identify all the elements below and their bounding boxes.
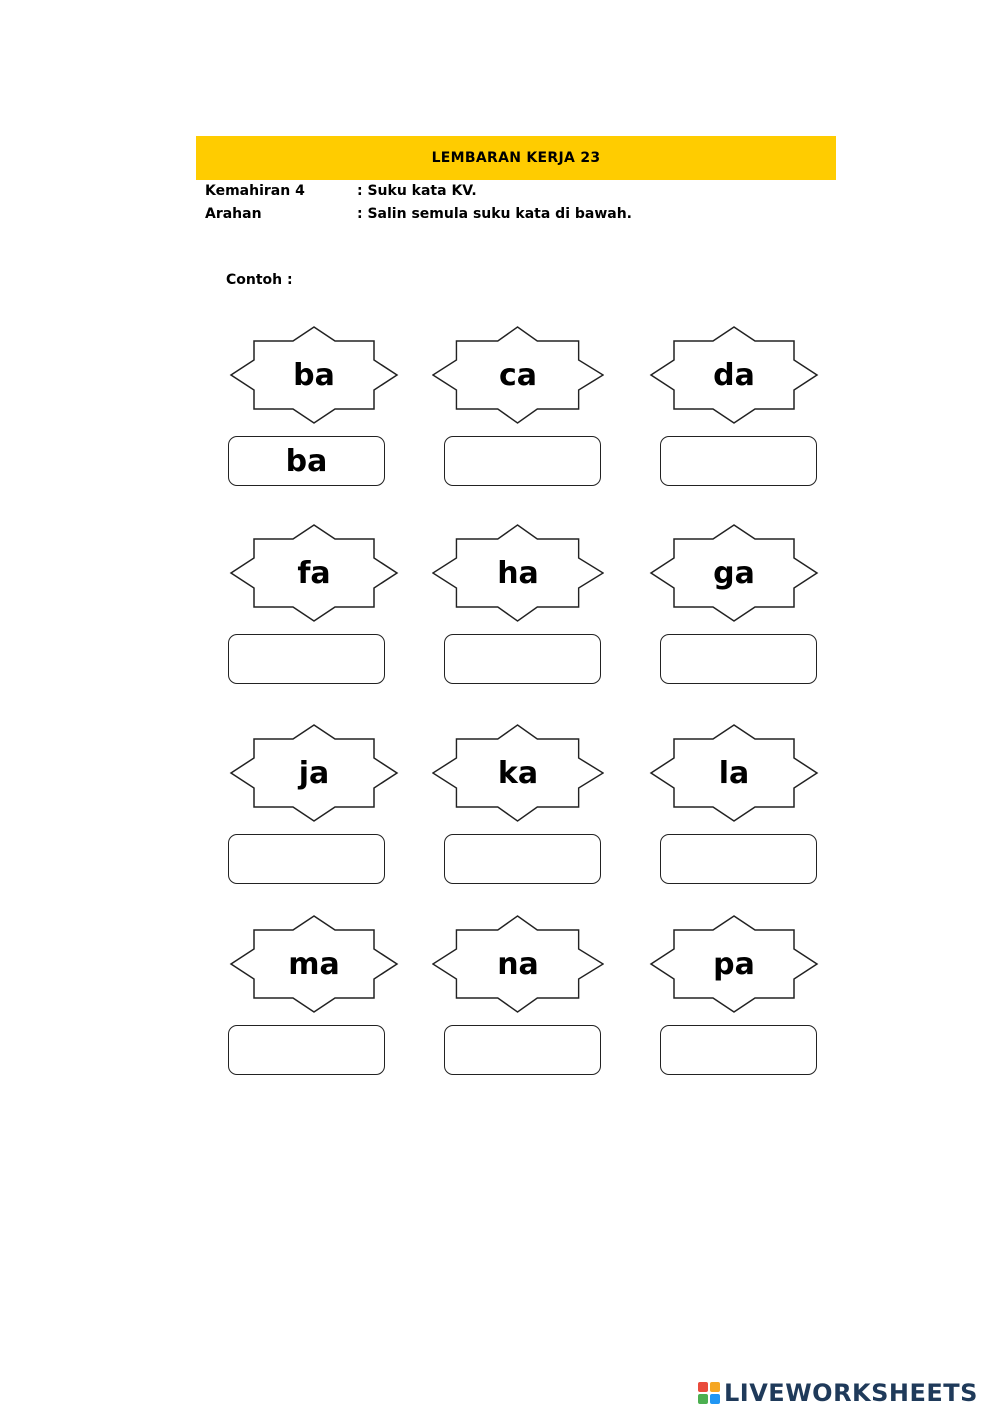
syllable-cell bbox=[648, 326, 820, 496]
logo-block bbox=[710, 1382, 720, 1392]
syllable-cell bbox=[432, 326, 604, 496]
syllable-text: pa bbox=[713, 946, 755, 982]
syllable-text: ka bbox=[497, 755, 539, 791]
syllable-cell bbox=[432, 915, 604, 1085]
answer-box[interactable]: ba bbox=[228, 436, 385, 486]
answer-box[interactable] bbox=[660, 634, 817, 684]
example-label: Contoh : bbox=[226, 272, 293, 288]
syllable-cell bbox=[648, 524, 820, 694]
syllable-cell bbox=[432, 524, 604, 694]
syllable-cell bbox=[228, 724, 400, 894]
answer-box[interactable] bbox=[444, 1025, 601, 1075]
syllable-text: fa bbox=[297, 555, 331, 591]
skill-value: : Suku kata KV. bbox=[357, 183, 477, 199]
answer-box[interactable] bbox=[444, 834, 601, 884]
syllable-text: ja bbox=[298, 755, 330, 791]
syllable-cell bbox=[228, 915, 400, 1085]
answer-box[interactable] bbox=[444, 634, 601, 684]
skill-label: Kemahiran 4 bbox=[205, 183, 305, 199]
logo-block bbox=[698, 1394, 708, 1404]
syllable-text: na bbox=[497, 946, 539, 982]
instruction-value: : Salin semula suku kata di bawah. bbox=[357, 206, 632, 222]
answer-box[interactable] bbox=[660, 834, 817, 884]
answer-box[interactable] bbox=[660, 1025, 817, 1075]
syllable-text: ma bbox=[288, 946, 340, 982]
answer-box[interactable] bbox=[660, 436, 817, 486]
logo-blocks-icon bbox=[698, 1382, 720, 1404]
syllable-text: ca bbox=[498, 357, 538, 393]
logo-block bbox=[698, 1382, 708, 1392]
syllable-text: la bbox=[718, 755, 750, 791]
answer-box[interactable] bbox=[228, 1025, 385, 1075]
syllable-text: ha bbox=[497, 555, 539, 591]
worksheet-title: LEMBARAN KERJA 23 bbox=[431, 150, 601, 166]
syllable-cell bbox=[648, 915, 820, 1085]
answer-box[interactable] bbox=[444, 436, 601, 486]
syllable-cell bbox=[228, 524, 400, 694]
syllable-cell bbox=[432, 724, 604, 894]
liveworksheets-logo[interactable] bbox=[698, 1378, 978, 1408]
instruction-label: Arahan bbox=[205, 206, 262, 222]
logo-block bbox=[710, 1394, 720, 1404]
brand-name: LIVEWORKSHEETS bbox=[724, 1379, 978, 1407]
worksheet-title-banner bbox=[196, 136, 836, 180]
syllable-cell bbox=[648, 724, 820, 894]
answer-box[interactable] bbox=[228, 834, 385, 884]
syllable-cell bbox=[228, 326, 400, 496]
syllable-text: ga bbox=[713, 555, 755, 591]
syllable-text: da bbox=[713, 357, 755, 393]
syllable-text: ba bbox=[293, 357, 335, 393]
answer-box[interactable] bbox=[228, 634, 385, 684]
